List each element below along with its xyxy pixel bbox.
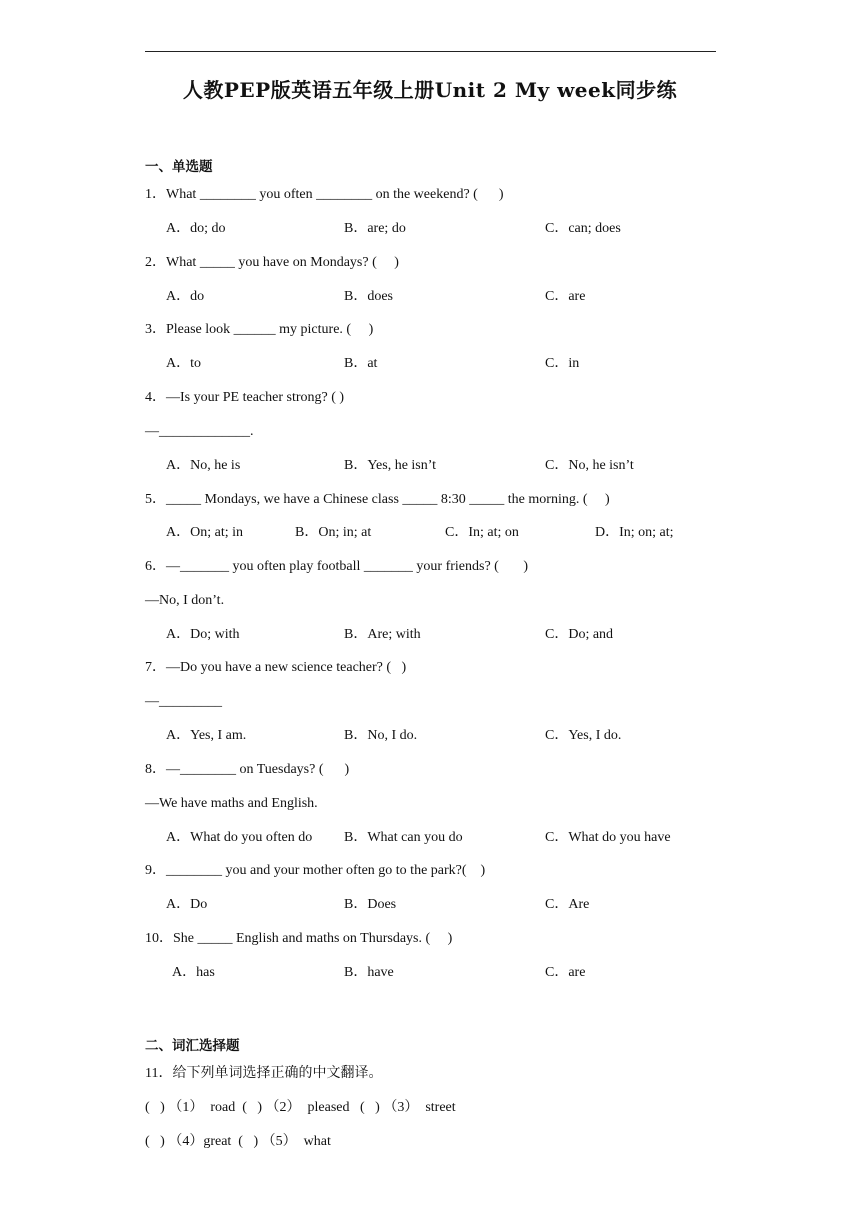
question-5-option-a: A．On; at; in bbox=[166, 525, 243, 540]
page-title: 人教PEP版英语五年级上册Unit 2 My week同步练 bbox=[182, 78, 678, 102]
question-9-stem: 9．________ you and your mother often go to the park?( ) bbox=[145, 863, 486, 878]
question-4-option-c: C．No, he isn’t bbox=[545, 458, 634, 473]
question-3-option-b: B．at bbox=[344, 356, 378, 371]
question-6-option-a: A．Do; with bbox=[166, 627, 240, 642]
question-10-option-b: B．have bbox=[344, 965, 394, 980]
question-1-option-a: A．do; do bbox=[166, 221, 226, 236]
question-5-stem: 5．_____ Mondays, we have a Chinese class _____ 8:30 _____ the morning. ( ) bbox=[145, 492, 610, 507]
question-4-option-b: B．Yes, he isn’t bbox=[344, 458, 437, 473]
question-7-option-a: A．Yes, I am. bbox=[166, 728, 247, 743]
question-6-reply: —No, I don’t. bbox=[145, 593, 225, 608]
question-4-reply: —_____________. bbox=[145, 424, 254, 439]
question-7-reply: —_________ bbox=[145, 694, 222, 709]
question-11-stem: 11．给下列单词选择正确的中文翻译。 bbox=[145, 1066, 383, 1081]
section-heading-single-choice: 一、单选题 bbox=[145, 159, 213, 175]
question-8-option-a: A．What do you often do bbox=[166, 830, 313, 845]
question-9-option-a: A．Do bbox=[166, 897, 208, 912]
question-5-option-b: B．On; in; at bbox=[295, 525, 372, 540]
question-3-stem: 3．Please look ______ my picture. ( ) bbox=[145, 322, 374, 337]
question-4-option-a: A．No, he is bbox=[166, 458, 241, 473]
question-2-stem: 2．What _____ you have on Mondays? ( ) bbox=[145, 255, 399, 270]
question-7-option-b: B．No, I do. bbox=[344, 728, 418, 743]
question-5-option-d: D．In; on; at; bbox=[595, 525, 674, 540]
question-1-option-c: C．can; does bbox=[545, 221, 621, 236]
question-10-option-a: A．has bbox=[172, 965, 215, 980]
question-1-option-b: B．are; do bbox=[344, 221, 406, 236]
question-10-option-c: C．are bbox=[545, 965, 586, 980]
question-8-option-b: B．What can you do bbox=[344, 830, 463, 845]
question-7-option-c: C．Yes, I do. bbox=[545, 728, 622, 743]
question-1-stem: 1．What ________ you often ________ on the weekend? ( ) bbox=[145, 187, 504, 202]
question-8-reply: —We have maths and English. bbox=[145, 796, 318, 811]
question-11-line-2: ( ) （4）great ( ) （5） what bbox=[145, 1134, 331, 1149]
question-6-option-b: B．Are; with bbox=[344, 627, 421, 642]
question-2-option-a: A．do bbox=[166, 289, 205, 304]
question-8-option-c: C．What do you have bbox=[545, 830, 671, 845]
question-6-option-c: C．Do; and bbox=[545, 627, 614, 642]
section-heading-vocabulary: 二、词汇选择题 bbox=[145, 1038, 240, 1054]
question-11-line-1: ( ) （1） road ( ) （2） pleased ( ) （3） street bbox=[145, 1100, 456, 1115]
question-9-option-c: C．Are bbox=[545, 897, 590, 912]
question-4-stem: 4．—Is your PE teacher strong? ( ) bbox=[145, 390, 345, 405]
header-rule bbox=[145, 51, 716, 52]
question-9-option-b: B．Does bbox=[344, 897, 397, 912]
question-8-stem: 8．—________ on Tuesdays? ( ) bbox=[145, 762, 350, 777]
question-10-stem: 10．She _____ English and maths on Thursdays. ( ) bbox=[145, 931, 453, 946]
question-5-option-c: C．In; at; on bbox=[445, 525, 519, 540]
question-3-option-a: A．to bbox=[166, 356, 201, 371]
question-6-stem: 6．—_______ you often play football _______ your friends? ( ) bbox=[145, 559, 528, 574]
question-7-stem: 7．—Do you have a new science teacher? ( ) bbox=[145, 660, 407, 675]
question-2-option-c: C．are bbox=[545, 289, 586, 304]
question-2-option-b: B．does bbox=[344, 289, 393, 304]
question-3-option-c: C．in bbox=[545, 356, 580, 371]
